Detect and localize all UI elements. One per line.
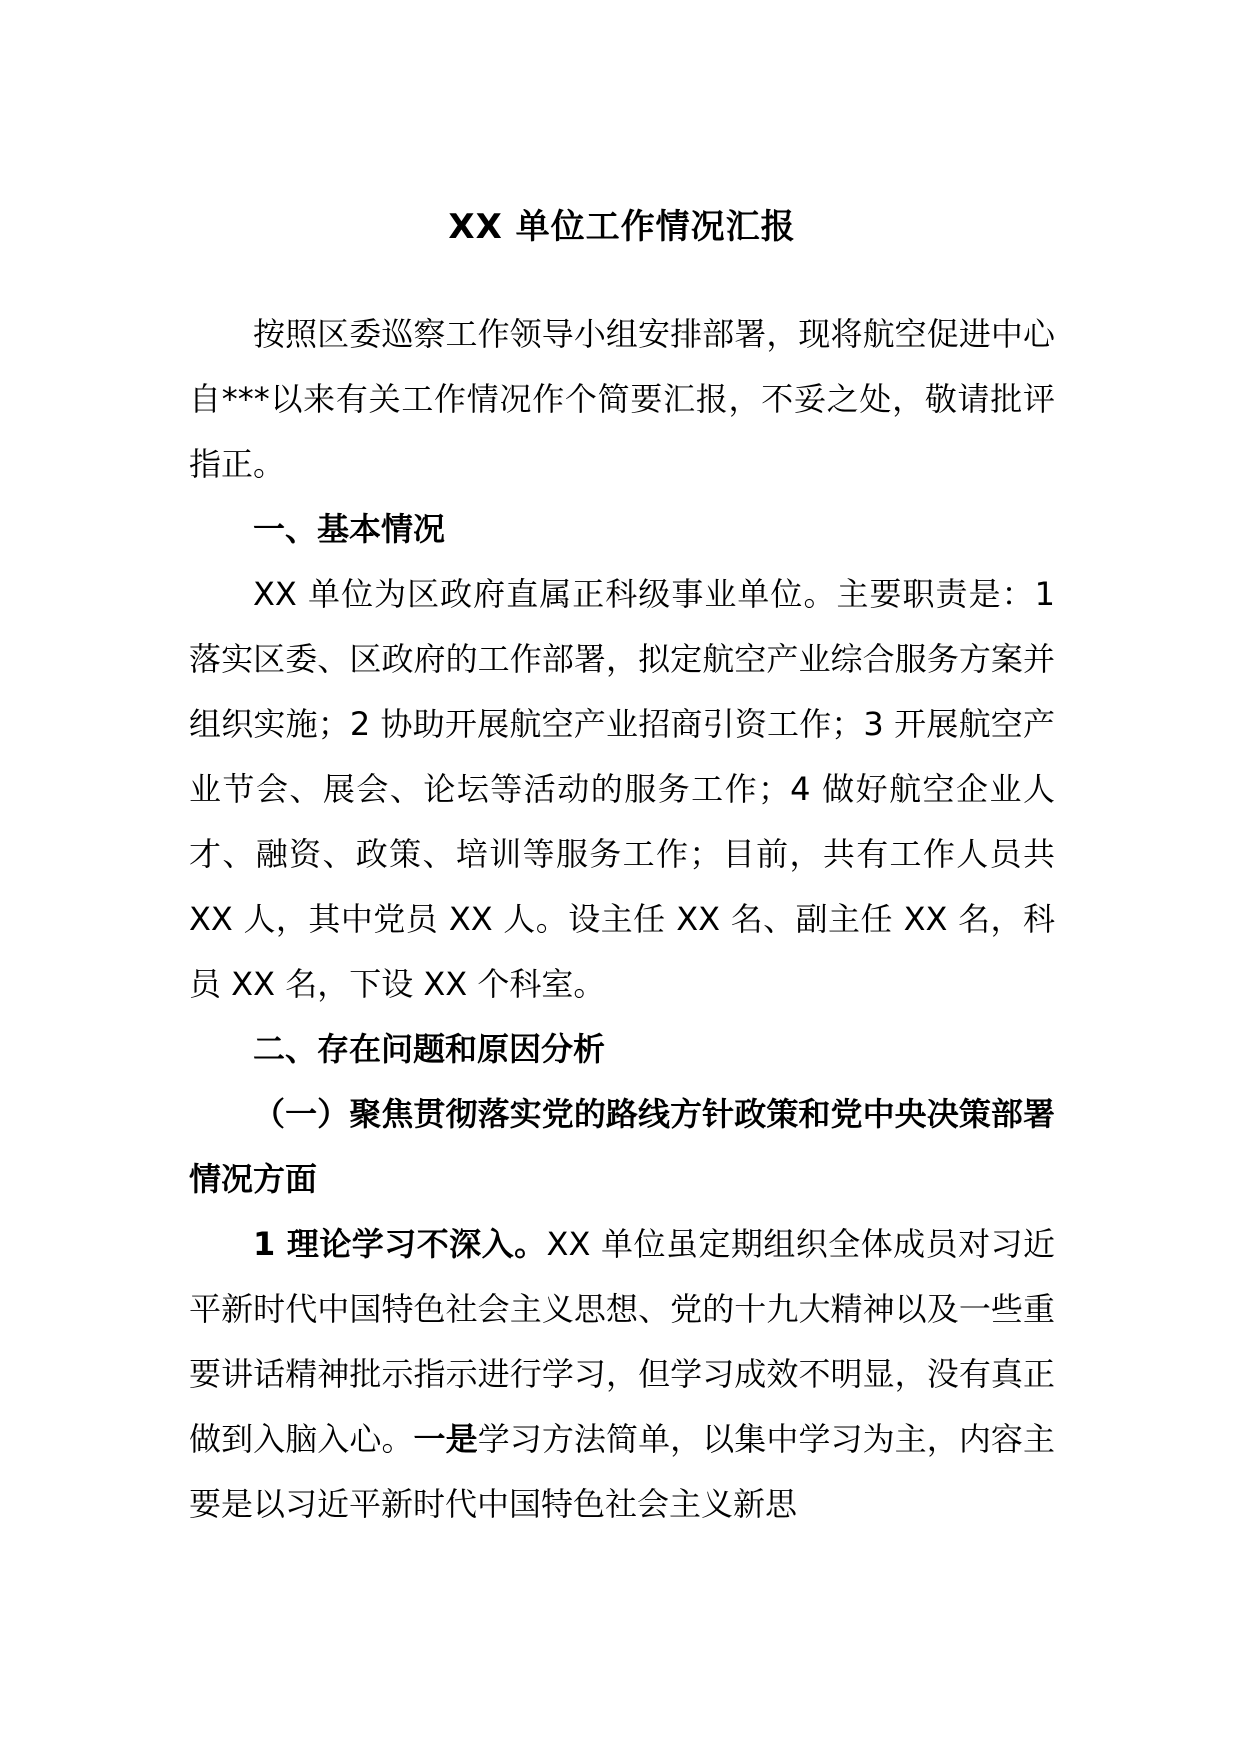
intro-paragraph: 按照区委巡察工作领导小组安排部署，现将航空促进中心自***以来有关工作情况作个简要汇报，不妥之处，敬请批评指正。 bbox=[189, 315, 1055, 483]
document-title: XX 单位工作情况汇报 bbox=[448, 207, 796, 247]
document-page bbox=[189, 0, 1055, 1754]
item-1-title: 1 理论学习不深入。 bbox=[253, 1225, 547, 1263]
item-1-point-text: 学习方法简单，以集中学习为主，内容主要是以习近平新时代中国特色社会主义新思 bbox=[189, 1420, 1055, 1523]
item-1-point-label: 一是 bbox=[413, 1420, 478, 1458]
document-body bbox=[189, 302, 1055, 1537]
section-2-subheading-1: （一）聚焦贯彻落实党的路线方针政策和党中央决策部署情况方面 bbox=[189, 1095, 1055, 1198]
section-2-heading: 二、存在问题和原因分析 bbox=[253, 1030, 606, 1068]
item-1-paragraph bbox=[189, 1212, 1055, 1537]
section-1-heading: 一、基本情况 bbox=[253, 510, 446, 548]
item-1-text: XX 单位虽定期组织全体成员对习近平新时代中国特色社会主义思想、党的十九大精神以及一些重要讲话精神批示指示进行学习，但学习成效不明显，没有真正做到入脑入心。 bbox=[189, 1225, 1055, 1458]
section-1-paragraph: XX 单位为区政府直属正科级事业单位。主要职责是：1 落实区委、区政府的工作部署，拟定航空产业综合服务方案并组织实施；2 协助开展航空产业招商引资工作；3 开展航空产业节会、展会、论坛等活动的服务工作；4 做好航空企业人才、融资、政策、培训等服务工作；目前，共有工作人员共 XX 人，其中党员 XX 人。设主任 XX 名、副主任 XX 名，科员 XX 名，下设 XX 个科室。 bbox=[189, 575, 1055, 1003]
